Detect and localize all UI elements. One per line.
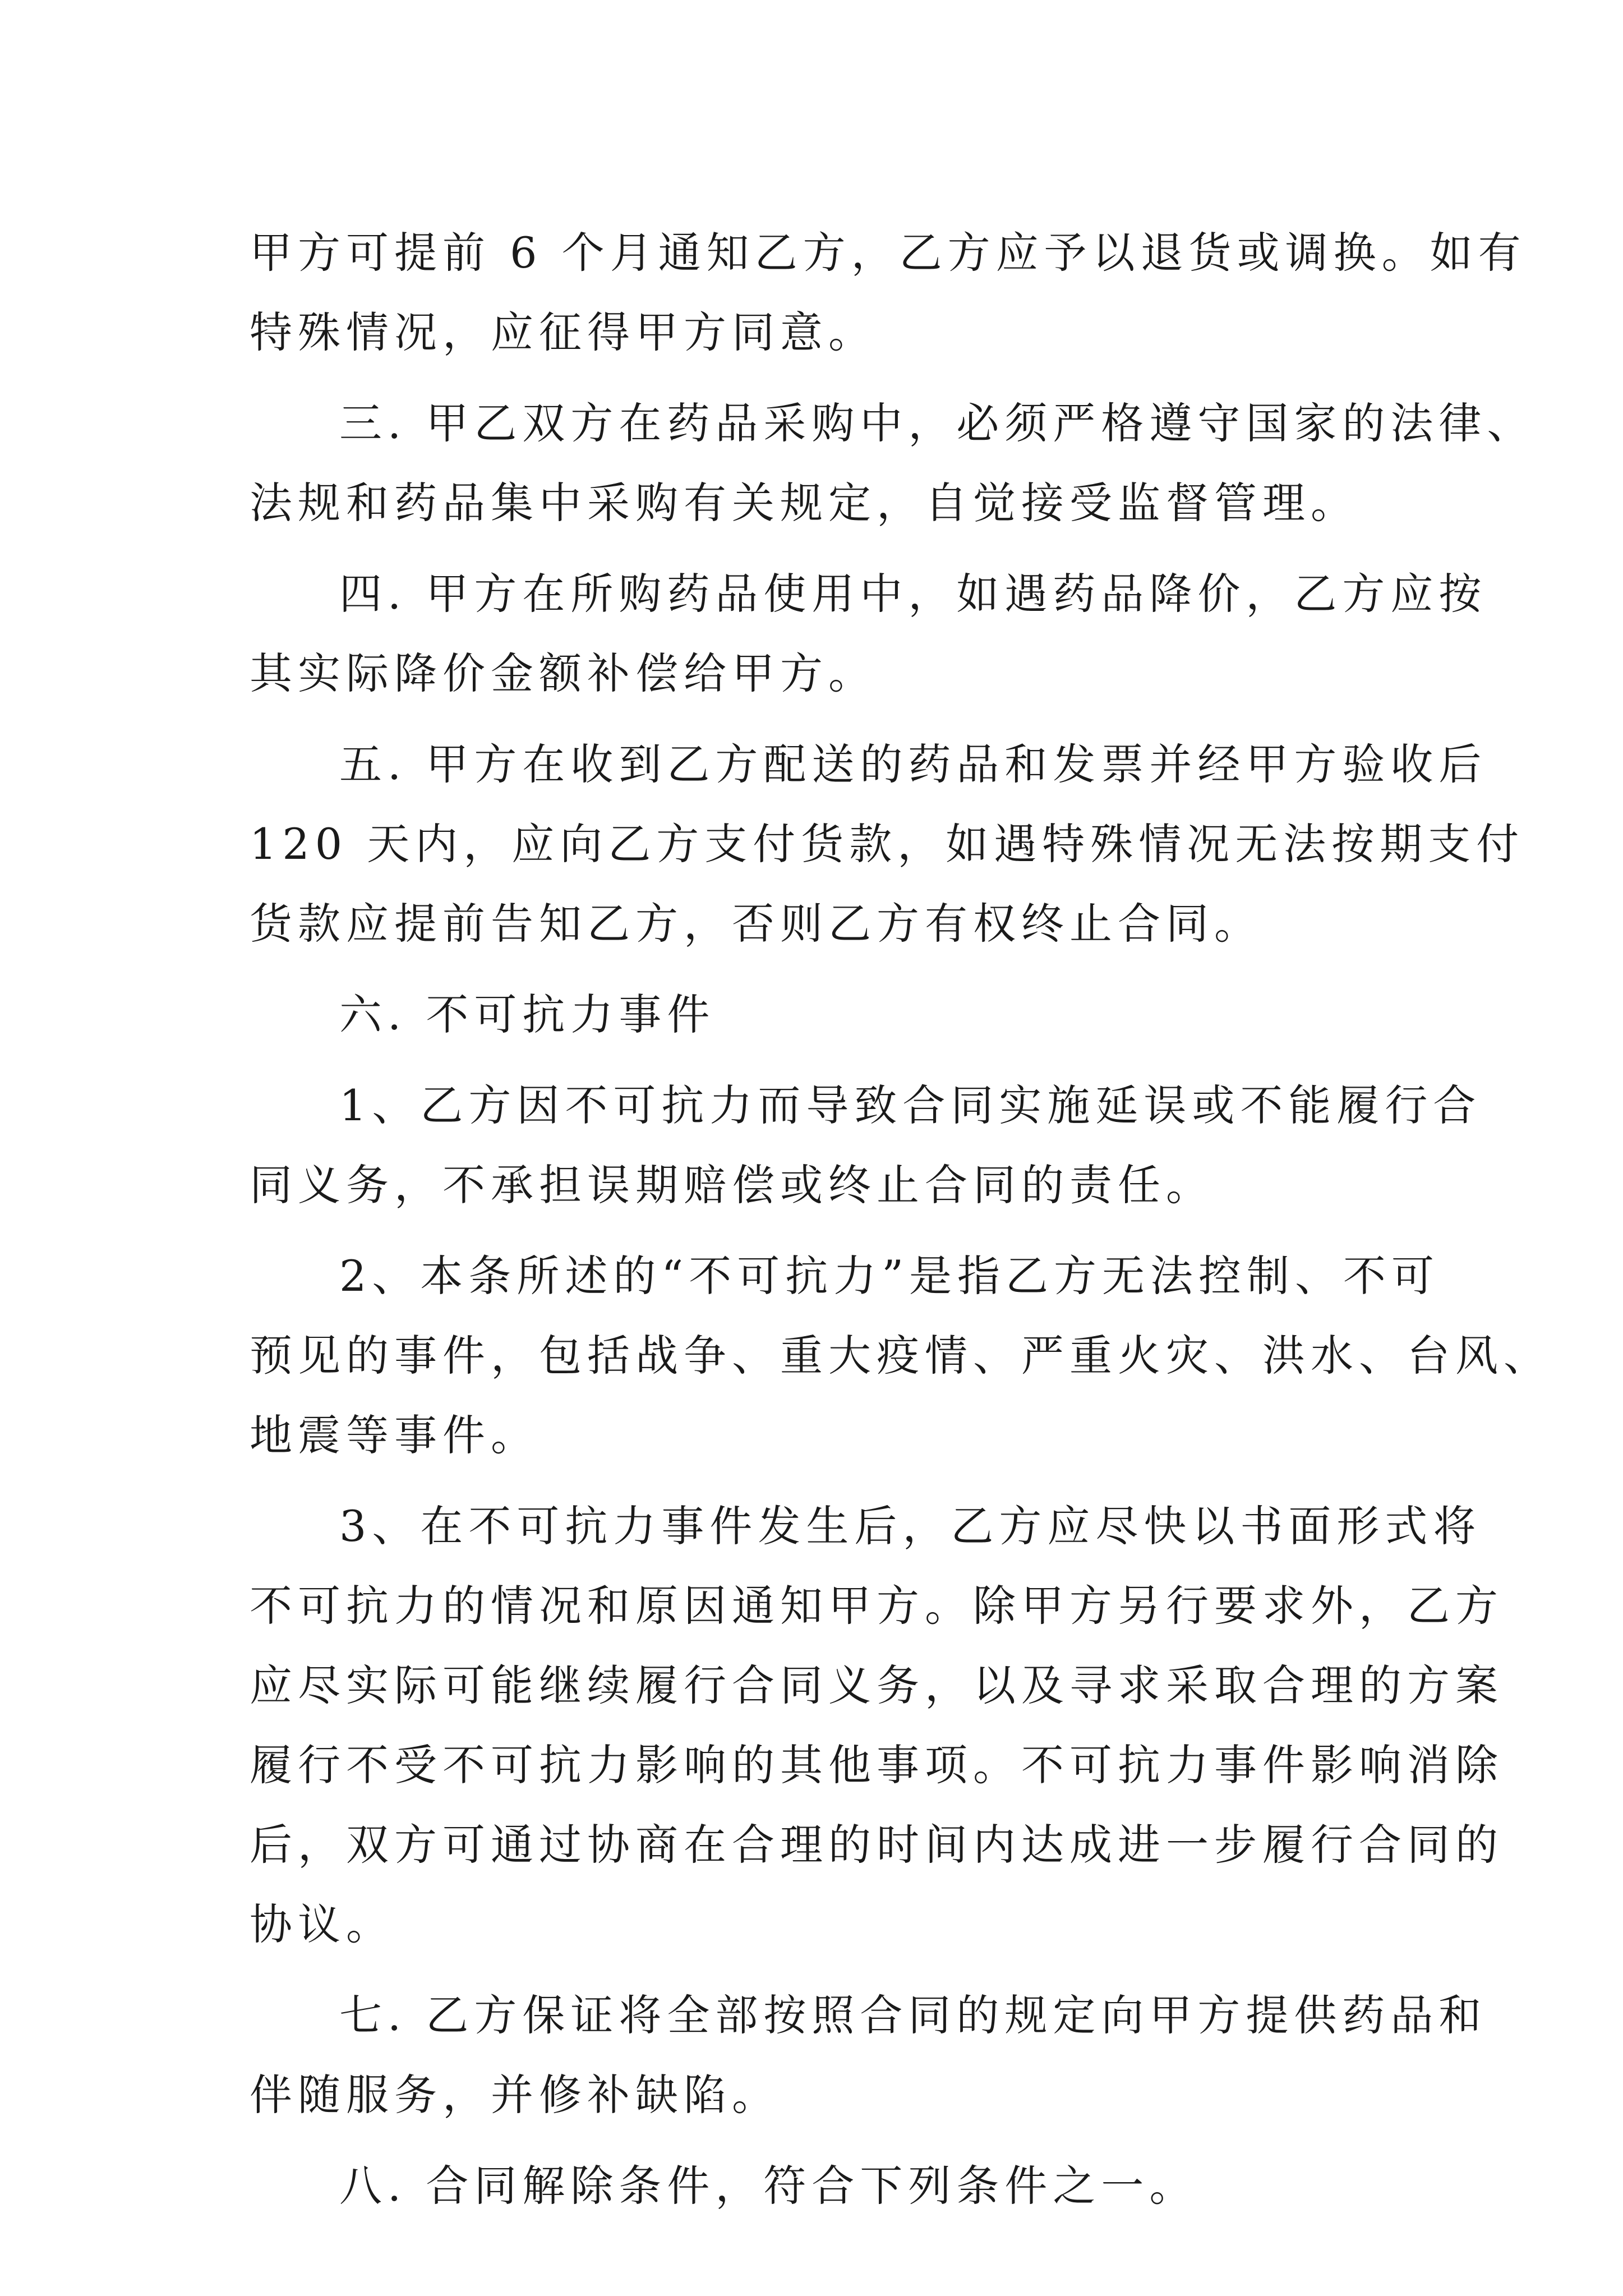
- text-line: 甲方可提前 6 个月通知乙方，乙方应予以退货或调换。如有: [250, 228, 1527, 278]
- clause-7-line: 七. 乙方保证将全部按照合同的规定向甲方提供药品和: [339, 1990, 1487, 2040]
- text-line: 应尽实际可能继续履行合同义务，以及寻求采取合理的方案: [250, 1660, 1504, 1710]
- contract-text: [250, 213, 1552, 2226]
- text-line: 特殊情况，应征得甲方同意。: [250, 307, 877, 357]
- text-line: 地震等事件。: [250, 1410, 539, 1460]
- text-line: 不可抗力的情况和原因通知甲方。除甲方另行要求外，乙方: [250, 1581, 1504, 1631]
- text-line: 货款应提前告知乙方，否则乙方有权终止合同。: [250, 899, 1262, 949]
- text-line: 协议。: [250, 1899, 394, 1949]
- text-line: 同义务，不承担误期赔偿或终止合同的责任。: [250, 1160, 1214, 1210]
- text-line: 法规和药品集中采购有关规定，自觉接受监督管理。: [250, 478, 1359, 528]
- clause-5-line: 五. 甲方在收到乙方配送的药品和发票并经甲方验收后: [339, 739, 1487, 789]
- clause-6-item-3-line: 3、在不可抗力事件发生后，乙方应尽快以书面形式将: [339, 1501, 1482, 1551]
- clause-3-line: 三. 甲乙双方在药品采购中，必须严格遵守国家的法律、: [339, 398, 1536, 448]
- text-line: 履行不受不可抗力影响的其他事项。不可抗力事件影响消除: [250, 1740, 1504, 1790]
- text-line: 预见的事件，包括战争、重大疫情、严重火灾、洪水、台风、: [250, 1331, 1552, 1381]
- clause-4-line: 四. 甲方在所购药品使用中，如遇药品降价，乙方应按: [339, 569, 1487, 619]
- text-line: 120 天内，应向乙方支付货款，如遇特殊情况无法按期支付: [250, 819, 1525, 869]
- clause-6-item-2-line: 2、本条所述的“不可抗力”是指乙方无法控制、不可: [339, 1251, 1440, 1301]
- text-line: 伴随服务，并修补缺陷。: [250, 2070, 780, 2120]
- text-line: 后，双方可通过协商在合理的时间内达成进一步履行合同的: [250, 1820, 1504, 1870]
- clause-6-item-1-line: 1、乙方因不可抗力而导致合同实施延误或不能履行合: [339, 1080, 1482, 1130]
- clause-8-line: 八. 合同解除条件，符合下列条件之一。: [339, 2161, 1198, 2211]
- clause-6-heading: 六. 不可抗力事件: [339, 990, 716, 1039]
- text-line: 其实际降价金额补偿给甲方。: [250, 648, 877, 698]
